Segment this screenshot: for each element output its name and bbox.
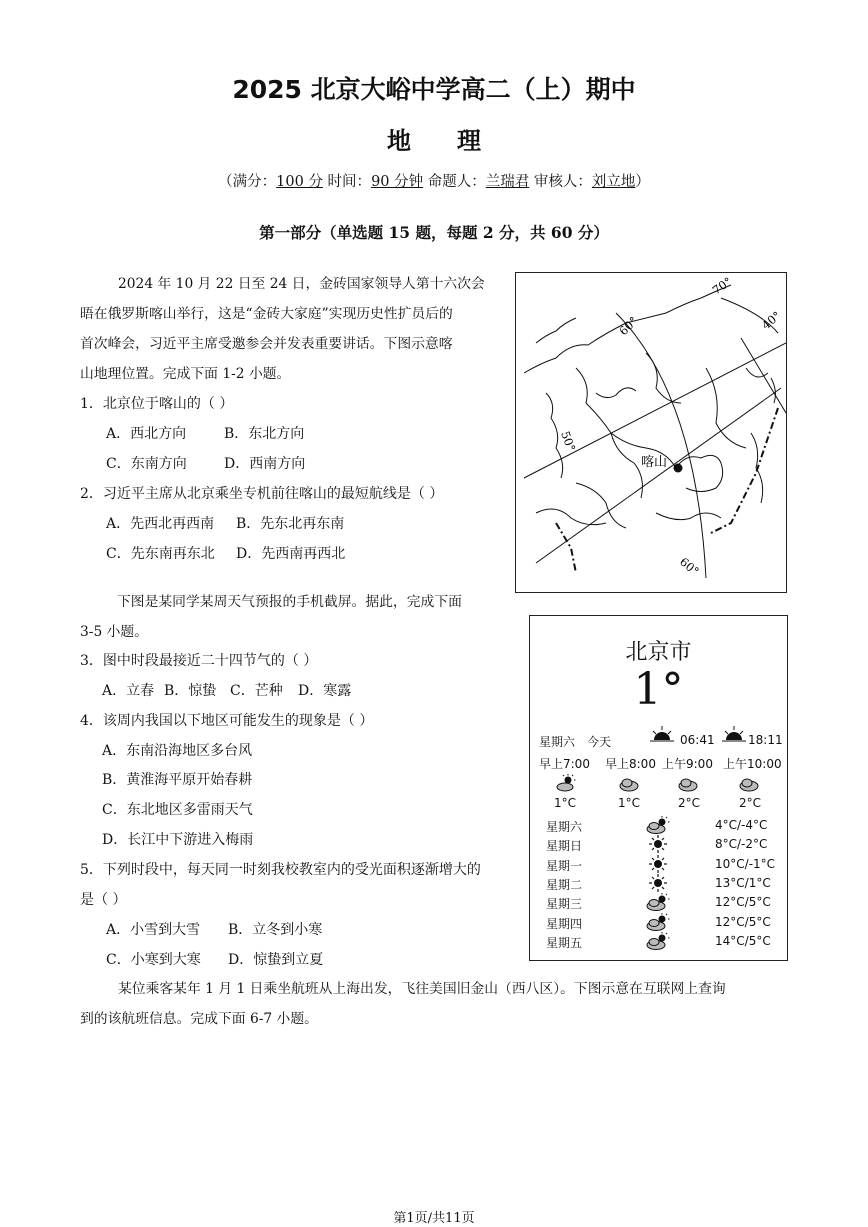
hourly-temp: 2°C: [739, 796, 762, 810]
meta-reviewer-label: 审核人：: [529, 174, 592, 190]
sun-icon: [646, 835, 670, 853]
cloud-sun-icon: [646, 816, 670, 834]
question-4: 4．该周内我国以下地区可能发生的现象是（ ）: [80, 713, 374, 729]
cloud-sun-icon: [646, 932, 670, 950]
intro1-line: 首次峰会，习近平主席受邀参会并发表重要讲话。下图示意喀: [80, 336, 453, 352]
weather-current-temp: 1°: [633, 664, 684, 715]
lon-label: 60°: [677, 554, 702, 579]
daily-temp-range: 12°C/5°C: [715, 914, 771, 929]
q4-option-c[interactable]: C．东北地区多雷雨天气: [102, 802, 253, 818]
daily-temp-range: 12°C/5°C: [715, 895, 771, 910]
page-footer: 第1页/共11页: [393, 1211, 475, 1226]
cloud-icon: [618, 776, 640, 792]
daily-day: 星期二: [546, 877, 583, 892]
question-3: 3．图中时段最接近二十四节气的（ ）: [80, 653, 318, 669]
q1-option-c[interactable]: C．东南方向: [106, 456, 187, 472]
q3-option-a[interactable]: A．立春: [102, 683, 155, 699]
subject-title: 地理: [387, 127, 527, 155]
hourly-time: 上午9:00: [662, 757, 713, 771]
hourly-time: 早上8:00: [605, 757, 656, 771]
lon-label: 50°: [558, 429, 579, 454]
q1-option-a[interactable]: A．西北方向: [106, 426, 187, 442]
q5-option-a[interactable]: A．小雪到大雪: [106, 922, 201, 938]
q1-options-row2: [106, 453, 305, 473]
hourly-temp: 1°C: [618, 796, 641, 810]
q2-options-row1: [106, 513, 344, 533]
q1-option-b[interactable]: B．东北方向: [224, 426, 305, 442]
q1-options-row1: [106, 423, 304, 443]
question-5-cont: 是（ ）: [80, 892, 127, 908]
daily-day: 星期六: [546, 820, 583, 834]
lon-label: 40°: [758, 308, 784, 333]
daily-day: 星期一: [546, 858, 583, 873]
q5-option-d[interactable]: D．惊蛰到立夏: [228, 952, 324, 968]
cloud-sun-icon: [646, 913, 670, 931]
q5-options-row1: [106, 919, 322, 939]
daily-day: 星期日: [546, 839, 583, 854]
q4-option-b[interactable]: B．黄淮海平原开始春耕: [102, 772, 253, 788]
sun-icon: [646, 855, 670, 873]
intro1-line: 2024 年 10 月 22 日至 24 日，金砖国家领导人第十六次会: [118, 276, 485, 292]
meta-prefix: （满分：: [218, 174, 277, 190]
q1-option-d[interactable]: D．西南方向: [224, 456, 306, 472]
q3-option-c[interactable]: C．芒种: [230, 683, 283, 699]
q5-option-c[interactable]: C．小寒到大寒: [106, 952, 201, 968]
daily-temp-range: 14°C/5°C: [715, 933, 771, 948]
q3-option-b[interactable]: B．惊蛰: [164, 683, 217, 699]
cloud-sun-icon: [646, 893, 670, 911]
q2-option-c[interactable]: C．先东南再东北: [106, 546, 215, 562]
map-drawing: [516, 273, 786, 592]
intro1-line: 山地理位置。完成下面 1-2 小题。: [80, 366, 291, 382]
q2-options-row2: [106, 543, 345, 563]
lat-label: 60°: [616, 313, 641, 339]
intro3-line: 某位乘客某年 1 月 1 日乘坐航班从上海出发，飞往美国旧金山（西八区）。下图示意在互联网上查询: [118, 981, 726, 997]
q4-option-a[interactable]: A．东南沿海地区多台风: [102, 743, 253, 759]
reviewer: 刘立地: [591, 174, 636, 190]
exam-title: 2025 北京大峪中学高二（上）期中: [232, 75, 636, 104]
kazan-label: 喀山: [641, 455, 668, 470]
daily-temp-range: 4°C/-4°C: [715, 818, 768, 832]
daily-temp-range: 10°C/-1°C: [715, 856, 776, 871]
meta-suffix: ）: [635, 174, 650, 190]
q5-options-row2: [106, 949, 323, 969]
exam-time: 90 分钟: [371, 174, 424, 190]
question-5: 5．下列时段中，每天同一时刻我校教室内的受光面积逐渐增大的: [80, 862, 481, 878]
q4-option-d[interactable]: D．长江中下游进入梅雨: [102, 832, 254, 848]
hourly-temp: 1°C: [554, 796, 577, 810]
exam-meta: [0, 170, 868, 191]
full-score: 100 分: [276, 174, 323, 190]
sunset-icon: [722, 726, 746, 744]
q5-option-b[interactable]: B．立冬到小寒: [228, 922, 323, 938]
hourly-temp: 2°C: [678, 796, 701, 810]
meta-author-label: 命题人：: [423, 174, 486, 190]
kazan-location-map: [515, 272, 787, 593]
sunset-time: 18:11: [748, 733, 783, 747]
weather-city: 北京市: [625, 640, 692, 665]
cloud-icon: [738, 776, 760, 792]
hourly-time: 早上7:00: [539, 757, 590, 771]
question-1: 1．北京位于喀山的（ ）: [80, 396, 234, 412]
q3-options: [102, 680, 351, 700]
intro1-line: 晤在俄罗斯喀山举行，这是“金砖大家庭”实现历史性扩员后的: [80, 306, 453, 322]
intro2-line: 3-5 小题。: [80, 624, 148, 640]
meta-time-label: 时间：: [322, 174, 372, 190]
author: 兰瑞君: [485, 174, 530, 190]
q3-option-d[interactable]: D．寒露: [298, 683, 352, 699]
sunrise-time: 06:41: [680, 733, 715, 747]
hourly-time: 上午10:00: [723, 757, 782, 771]
question-2: 2．习近平主席从北京乘坐专机前往喀山的最短航线是（ ）: [80, 486, 444, 502]
intro2-line: 下图是某同学某周天气预报的手机截屏。据此，完成下面: [117, 594, 462, 610]
daily-day: 星期四: [546, 916, 583, 931]
daily-day: 星期五: [546, 935, 583, 950]
q2-option-d[interactable]: D．先西南再西北: [236, 546, 346, 562]
lat-label: 70°: [709, 274, 735, 298]
sunrise-icon: [650, 726, 674, 744]
part-title: 第一部分（单选题 15 题，每题 2 分，共 60 分）: [259, 223, 609, 242]
sun-cloud-icon: [555, 774, 577, 792]
daily-day: 星期三: [546, 897, 583, 912]
q2-option-b[interactable]: B．先东北再东南: [236, 516, 345, 532]
weather-day: 星期六: [539, 735, 576, 749]
q2-option-a[interactable]: A．先西北再西南: [106, 516, 215, 532]
intro3-line: 到的该航班信息。完成下面 6-7 小题。: [80, 1011, 318, 1027]
daily-temp-range: 13°C/1°C: [715, 875, 771, 890]
cloud-icon: [677, 776, 699, 792]
weather-today: 今天: [587, 735, 612, 749]
kazan-marker: [674, 464, 683, 473]
sun-icon: [646, 874, 670, 892]
daily-temp-range: 8°C/-2°C: [715, 837, 768, 852]
weather-screenshot: [529, 615, 788, 961]
